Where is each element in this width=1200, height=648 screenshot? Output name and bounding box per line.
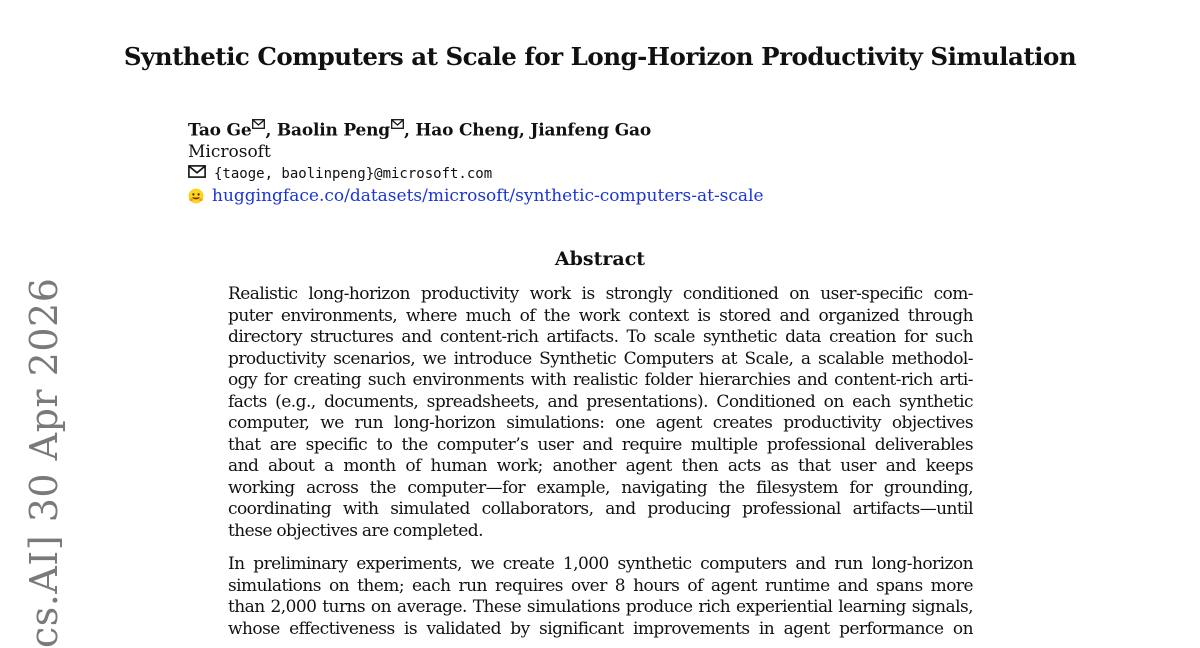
abstract-line: Realistic long-horizon productivity work is strongly conditioned on user-specific com- bbox=[228, 284, 973, 304]
abstract-line: these objectives are completed. bbox=[228, 520, 483, 541]
abstract-body bbox=[228, 284, 973, 640]
arxiv-identifier-stamp: cs.AI] 30 Apr 2026 bbox=[22, 277, 66, 648]
abstract-line: puter environments, where much of the work context is stored and organized through bbox=[228, 305, 973, 326]
email-text[interactable]: {taoge, baolinpeng}@microsoft.com bbox=[214, 165, 493, 182]
abstract-line: working across the computer—for example, navigating the filesystem for grounding, bbox=[228, 477, 973, 498]
email-line[interactable] bbox=[188, 163, 764, 186]
abstract-line: simulations on them; each run requires over 8 hours of agent runtime and spans more bbox=[228, 575, 973, 596]
abstract-line: whose effectiveness is validated by significant improvements in agent performance on bbox=[228, 618, 973, 639]
huggingface-icon bbox=[188, 188, 204, 204]
abstract-line: In preliminary experiments, we create 1,000 synthetic computers and run long-horizon bbox=[228, 554, 973, 574]
abstract-line: than 2,000 turns on average. These simulations produce rich experiential learning signals, bbox=[228, 597, 973, 617]
abstract-line: computer, we run long-horizon simulations: one agent creates productivity objectives bbox=[228, 413, 973, 433]
author-separator: , bbox=[265, 120, 277, 141]
abstract-line: that are specific to the computer’s user and require multiple professional deliverables bbox=[228, 434, 973, 455]
author-name: Baolin Peng bbox=[276, 120, 390, 141]
abstract-line: ogy for creating such environments with realistic folder hierarchies and content-rich arti- bbox=[228, 370, 973, 390]
abstract-line: coordinating with simulated collaborators, and producing professional artifacts—until bbox=[228, 499, 973, 519]
abstract-paragraph-1 bbox=[228, 284, 973, 542]
author-list bbox=[188, 114, 764, 142]
abstract-line: and about a month of human work; another agent then acts as that user and keeps bbox=[228, 456, 973, 476]
abstract-paragraph-2 bbox=[228, 554, 973, 640]
affiliation: Microsoft bbox=[188, 141, 271, 162]
author-block bbox=[188, 114, 764, 207]
author-name: Tao Ge bbox=[188, 120, 252, 141]
abstract-line: productivity scenarios, we introduce Synthetic Computers at Scale, a scalable methodol- bbox=[228, 348, 973, 369]
mail-icon[interactable] bbox=[252, 114, 265, 135]
dataset-link[interactable]: huggingface.co/datasets/microsoft/synthetic-computers-at-scale bbox=[212, 185, 764, 206]
mail-icon bbox=[188, 164, 206, 185]
abstract-line: facts (e.g., documents, spreadsheets, and presentations). Conditioned on each synthetic bbox=[228, 391, 973, 412]
paper-title: Synthetic Computers at Scale for Long-Horizon Productivity Simulation bbox=[123, 42, 1077, 71]
author-names-rest: , Hao Cheng, Jianfeng Gao bbox=[403, 120, 651, 141]
abstract-heading: Abstract bbox=[554, 248, 646, 270]
dataset-link-line[interactable] bbox=[188, 186, 764, 207]
abstract-line: directory structures and content-rich artifacts. To scale synthetic data creation for such bbox=[228, 327, 973, 347]
mail-icon[interactable] bbox=[391, 114, 404, 135]
